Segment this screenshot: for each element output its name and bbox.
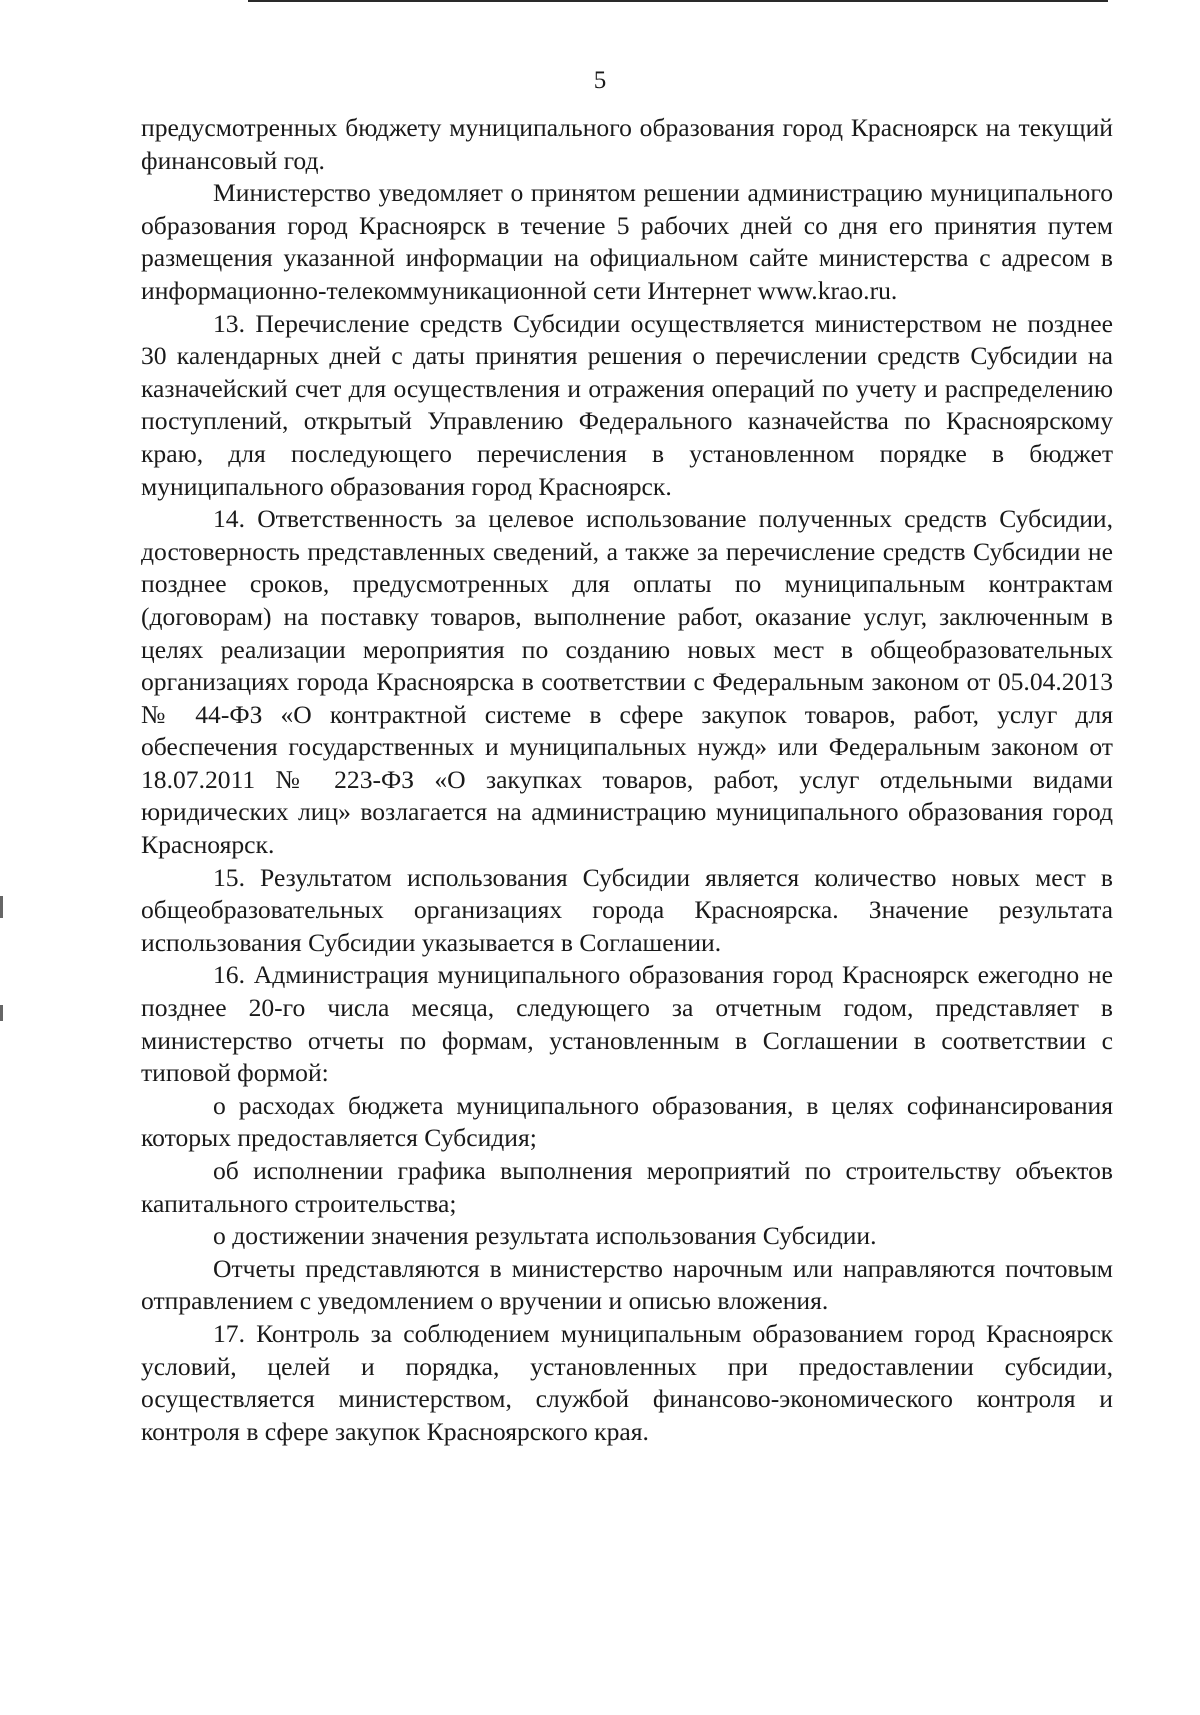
paragraph-14: 14. Ответственность за целевое использование полученных средств Субсидии, достоверность представленных сведений, а также за перечисление средств Субсидии не позднее сроков, предусмотренных для оплаты по муниципальным контрактам (договорам) на поставку товаров, выполнение работ, оказание услуг, заключенным в целях реализации мероприятия по созданию новых мест в общеобразовательных организациях города Красноярска в соответствии с Федеральным законом от 05.04.2013 № 44-ФЗ «О контрактной системе в сфере закупок товаров, работ, услуг для обеспечения государственных и муниципальных нужд» или Федеральным законом от 18.07.2011 № 223-ФЗ «О закупках товаров, работ, услуг отдельными видами юридических лиц» возлагается на администрацию муниципального образования город Красноярск.	[141, 504, 1113, 860]
report-item-expenses: о расходах бюджета муниципального образования, в целях софинансирования которых предоставляется Субсидия;	[141, 1090, 1113, 1153]
paragraph-notification: Министерство уведомляет о принятом решении администрацию муниципального образования город Красноярск в течение 5 рабочих дней со дня его принятия путем размещения указанной информации на официальном сайте министерства с адресом в информационно-телекоммуникационной сети Интернет www.krao.ru.	[141, 178, 1113, 305]
document-body	[141, 112, 1113, 1448]
paragraph-17: 17. Контроль за соблюдением муниципальным образованием город Красноярск условий, целей и порядка, установленных при предоставлении субсидии, осуществляется министерством, службой финансово-экономического контроля и контроля в сфере закупок Красноярского края.	[141, 1318, 1113, 1446]
paragraph-16: 16. Администрация муниципального образования город Красноярск ежегодно не позднее 20-го числа месяца, следующего за отчетным годом, представляет в министерство отчеты по формам, установленным в Соглашении в соответствии с типовой формой:	[141, 960, 1113, 1088]
page-number: 5	[593, 67, 607, 94]
paragraph-reports-delivery: Отчеты представляются в министерство нарочным или направляются почтовым отправлением с уведомлением о вручении и описью вложения.	[141, 1253, 1113, 1316]
scan-edge-mark	[0, 1005, 3, 1021]
paragraph-13: 13. Перечисление средств Субсидии осуществляется министерством не позднее 30 календарных дней с даты принятия решения о перечислении средств Субсидии на казначейский счет для осуществления и отражения операций по учету и распределению поступлений, открытый Управлению Федерального казначейства по Красноярскому краю, для последующего перечисления в установленном порядке в бюджет муниципального образования город Красноярск.	[141, 308, 1113, 501]
report-item-result: о достижении значения результата использования Субсидии.	[213, 1221, 877, 1251]
paragraph-15: 15. Результатом использования Субсидии является количество новых мест в общеобразовательных организациях города Красноярска. Значение результата использования Субсидии указывается в Соглашении.	[141, 862, 1113, 957]
paragraph-continuation: предусмотренных бюджету муниципального образования город Красноярск на текущий финансовый год.	[141, 113, 1113, 175]
scan-edge-line	[248, 0, 1108, 2]
report-item-schedule: об исполнении графика выполнения мероприятий по строительству объектов капитального строительства;	[141, 1156, 1113, 1218]
scan-edge-mark	[0, 896, 3, 918]
